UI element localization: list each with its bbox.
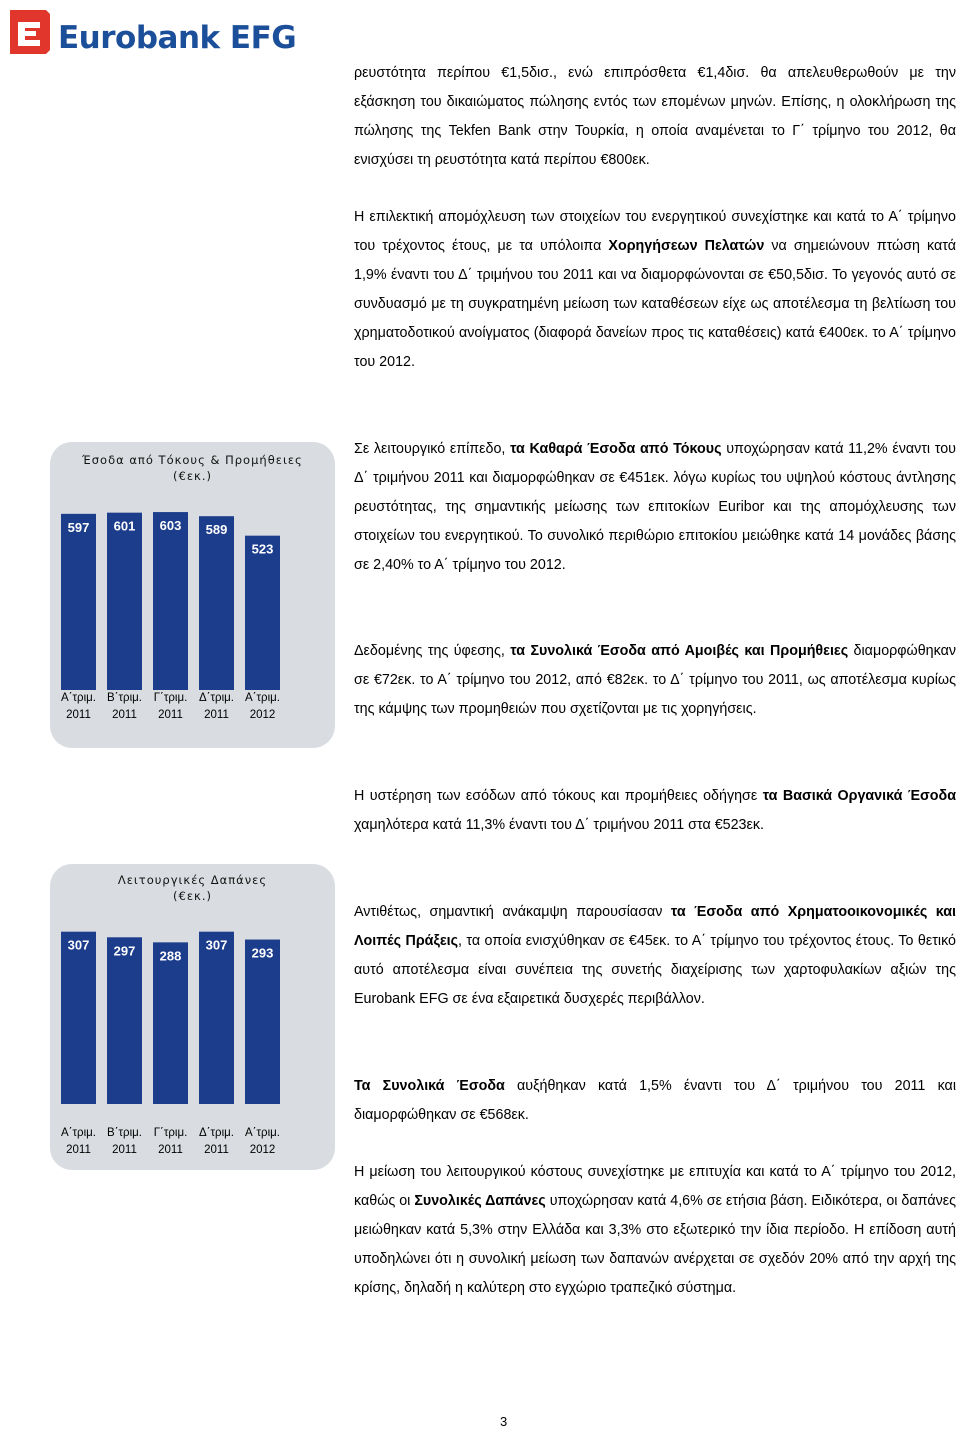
bar-value-label: 523	[251, 541, 274, 557]
category-label: 2011	[66, 1144, 91, 1156]
paragraph-bold: Τα Συνολικά Έσοδα	[354, 1078, 505, 1094]
chart-bar	[107, 937, 142, 1104]
paragraph-trading-income	[354, 898, 956, 1014]
paragraph-loans	[354, 203, 956, 377]
category-label: 2011	[158, 1144, 183, 1156]
category-label: Β΄τριμ.	[107, 1127, 142, 1139]
category-label: Δ΄τριμ.	[199, 1127, 234, 1139]
chart-title: Λειτουργικές Δαπάνες	[117, 873, 268, 887]
category-label: 2011	[66, 709, 91, 721]
chart-subtitle: (€εκ.)	[173, 469, 212, 483]
page-number: 3	[500, 1414, 508, 1429]
paragraph-text: Δεδομένης της ύφεσης,	[354, 643, 511, 659]
category-label: Α΄τριμ.	[61, 1127, 96, 1139]
paragraph-core-income	[354, 782, 956, 840]
category-label: 2011	[112, 1144, 137, 1156]
bar-value-label: 293	[251, 945, 274, 961]
bar-value-label: 589	[205, 522, 228, 538]
paragraph-text: Η επιλεκτική απομόχλευση των στοιχείων του ενεργητικού συνεχίστηκε και κατά το Α΄ τρίμηνο του τρέχοντος έτους, με τα υπόλοιπα	[354, 209, 956, 254]
category-label: Α΄τριμ.	[245, 1127, 280, 1139]
paragraph-text: , τα οποία ενισχύθηκαν σε €45εκ. το Α΄ τρίμηνο του τρέχοντος έτους. Το θετικό αυτό αποτέλεσμα είναι συνέπεια της συνετής διαχείρισης των χαρτοφυλακίων αξιών της Eurobank EFG σε ένα εξαιρετικά δυσχερές περιβάλλον.	[354, 933, 956, 1007]
bar-chart	[50, 864, 335, 1170]
paragraph-text: ρευστότητα περίπου €1,5δισ., ενώ επιπρόσθετα €1,4δισ. θα απελευθερωθούν με την εξάσκηση του δικαιώματος πώλησης εντός των επομένων μηνών. Επίσης, η ολοκλήρωση της πώλησης της Tekfen Bank στην Τουρκία, η οποία αναμένεται το Γ΄ τρίμηνο του 2012, θα ενισχύσει τη ρευστότητα κατά περίπου €800εκ.	[354, 65, 956, 168]
category-label: 2012	[249, 1144, 276, 1156]
category-label: 2012	[249, 709, 276, 721]
category-label: Γ΄τριμ.	[153, 1127, 188, 1139]
paragraph-total-income	[354, 1072, 956, 1130]
paragraph-bold: Χορηγήσεων Πελατών	[608, 238, 765, 254]
paragraph-bold: Συνολικές Δαπάνες	[414, 1193, 546, 1209]
paragraph-text: Σε λειτουργικό επίπεδο,	[354, 441, 511, 457]
bar-value-label: 307	[205, 937, 228, 953]
category-label: 2011	[112, 709, 137, 721]
bar-value-label: 307	[67, 937, 90, 953]
eurobank-mark-icon	[6, 6, 56, 60]
bar-value-label: 603	[159, 518, 182, 534]
category-label: 2011	[204, 1144, 229, 1156]
chart-bar	[61, 932, 96, 1104]
chart-subtitle: (€εκ.)	[173, 889, 212, 903]
paragraph-text: αυξήθηκαν κατά 1,5% έναντι του Δ΄ τριμήνου του 2011 και διαμορφώθηκαν σε €568εκ.	[354, 1078, 956, 1123]
category-label: Α΄τριμ.	[245, 692, 280, 704]
paragraph-text: χαμηλότερα κατά 11,3% έναντι του Δ΄ τριμήνου 2011 στα €523εκ.	[354, 817, 764, 833]
chart-bar	[199, 932, 234, 1104]
paragraph-text: να σημειώνουν πτώση κατά 1,9% έναντι του Δ΄ τριμήνου του 2011 και να διαμορφώνονται σε €50,5δισ. Το γεγονός αυτό σε συνδυασμό με τη συγκρατημένη μείωση των καταθέσεων είχε ως αποτέλεσμα τη βελτίωση του χρηματοδοτικού ανοίγματος (διαφορά δανείων προς τις καταθέσεις) κατά €400εκ. το Α΄ τρίμηνο του 2012.	[354, 238, 956, 370]
eurobank-wordmark: Eurobank EFG	[58, 20, 297, 56]
paragraph-liquidity	[354, 59, 956, 175]
paragraph-net-interest	[354, 435, 956, 580]
chart-bar	[61, 514, 96, 690]
category-label: Α΄τριμ.	[61, 692, 96, 704]
chart-bar	[245, 536, 280, 690]
eurobank-logo	[6, 6, 297, 60]
chart-bar	[245, 940, 280, 1104]
bar-chart	[50, 442, 335, 748]
bar-value-label: 288	[159, 948, 182, 964]
bar-value-label: 597	[67, 519, 90, 535]
category-label: 2011	[158, 709, 183, 721]
paragraph-text: Αντιθέτως, σημαντική ανάκαμψη παρουσίασαν	[354, 904, 671, 920]
category-label: 2011	[204, 709, 229, 721]
category-label: Γ΄τριμ.	[153, 692, 188, 704]
chart-title: Έσοδα από Τόκους & Προμήθειες	[82, 453, 303, 467]
paragraph-expenses	[354, 1158, 956, 1303]
paragraph-text: υποχώρησαν κατά 11,2% έναντι του Δ΄ τριμήνου 2011 και διαμορφώθηκαν σε €451εκ. λόγω κυρίως του υψηλού κόστους άντλησης ρευστότητας, της σημαντικής μείωσης των επιτοκίων Euribor και της απομόχλευσης των στοιχείων του ενεργητικού. Το συνολικό περιθώριο επιτοκίου μειώθηκε κατά 14 μονάδες βάσης σε 2,40% το Α΄ τρίμηνο του 2012.	[354, 441, 956, 573]
category-label: Β΄τριμ.	[107, 692, 142, 704]
bar-value-label: 297	[113, 943, 136, 959]
chart-bar	[153, 942, 188, 1104]
paragraph-bold: τα Καθαρά Έσοδα από Τόκους	[510, 441, 722, 457]
category-label: Δ΄τριμ.	[199, 692, 234, 704]
bar-value-label: 601	[113, 518, 136, 534]
paragraph-bold: τα Συνολικά Έσοδα από Αμοιβές και Προμήθειες	[510, 643, 849, 659]
paragraph-text: Η μείωση του λειτουργικού κόστους συνεχίστηκε με επιτυχία και κατά το Α΄ τρίμηνο του 2012, καθώς οι	[354, 1164, 956, 1209]
paragraph-text: υποχώρησαν κατά 4,6% σε ετήσια βάση. Ειδικότερα, οι δαπάνες μειώθηκαν κατά 5,3% στην Ελλάδα και 3,3% στο εξωτερικό την ίδια περίοδο. Η επίδοση αυτή υποδηλώνει ότι η συνολική μείωση των δαπανών ανέρχεται σε σχεδόν 20% από την αρχή της κρίσης, δηλαδή η καλύτερη στο εγχώριο τραπεζικό σύστημα.	[354, 1193, 956, 1296]
paragraph-text: διαμορφώθηκαν σε €72εκ. το Α΄ τρίμηνο του 2012, από €82εκ. το Δ΄ τρίμηνο του 2011, ως αποτέλεσμα κυρίως της κάμψης των προμηθειών που σχετίζονται με τις χορηγήσεις.	[354, 643, 956, 717]
chart-bar	[107, 513, 142, 690]
chart-bar	[153, 512, 188, 690]
paragraph-text: Η υστέρηση των εσόδων από τόκους και προμήθειες οδήγησε	[354, 788, 763, 804]
paragraph-fees	[354, 637, 956, 724]
paragraph-bold: τα Βασικά Οργανικά Έσοδα	[762, 788, 956, 804]
chart-bar	[199, 516, 234, 690]
chart-operating-expenses	[50, 864, 335, 1170]
paragraph-bold: τα Έσοδα από Χρηματοοικονομικές και Λοιπές Πράξεις	[354, 904, 956, 949]
chart-interest-fees	[50, 442, 335, 748]
